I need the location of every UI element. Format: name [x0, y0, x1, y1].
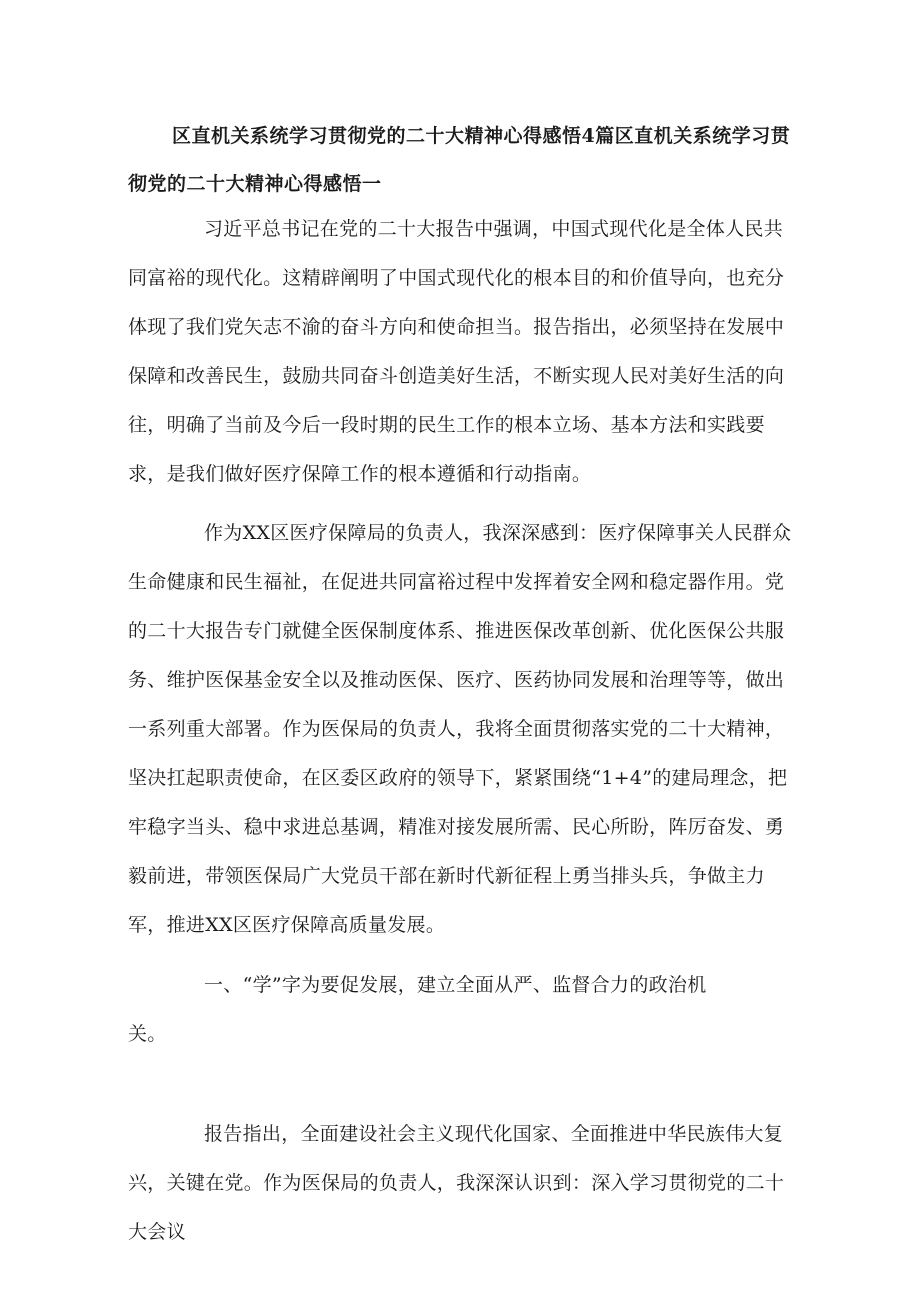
section-heading-1: 一、“学”字为要促发展，建立全面从严、监督合力的政治机关。: [128, 974, 707, 1045]
paragraph-2: 作为XX区医疗保障局的负责人，我深深感到：医疗保障事关人民群众生命健康和民生福祉，在促进共同富裕过程中发挥着安全网和稳定器作用。党的二十大报告专门就健全医保制度体系、推进医保改革创新、优化医保公共服务、维护医保基金安全以及推动医保、医疗、医药协同发展和治理等等，做出一系列重大部署。作为医保局的负责人，我将全面贯彻落实党的二十大精神，坚决扛起职责使命，在区委区政府的领导下，紧紧围绕“1+4”的建局理念，把牢稳字当头、稳中求进总基调，精准对接发展所需、民心所盼，阵厉奋发、勇毅前进，带领医保局广大党员干部在新时代新征程上勇当排头兵，争做主力军，推进XX区医疗保障高质量发展。: [128, 522, 792, 936]
paragraph-1: 习近平总书记在党的二十大报告中强调，中国式现代化是全体人民共同富裕的现代化。这精辟阐明了中国式现代化的根本目的和价值导向，也充分体现了我们党矢志不渝的奋斗方向和使命担当。报告指出，必须坚持在发展中保障和改善民生，鼓励共同奋斗创造美好生活，不断实现人民对美好生活的向往，明确了当前及今后一段时期的民生工作的根本立场、基本方法和实践要求，是我们做好医疗保障工作的根本遵循和行动指南。: [128, 218, 785, 485]
paragraph-3: 报告指出，全面建设社会主义现代化国家、全面推进中华民族伟大复兴，关键在党。作为医保局的负责人，我深深认识到：深入学习贯彻党的二十大会议: [128, 1123, 785, 1243]
document-title: 区直机关系统学习贯彻党的二十大精神心得感悟4篇区直机关系统学习贯彻党的二十大精神心得感悟一: [128, 125, 791, 195]
